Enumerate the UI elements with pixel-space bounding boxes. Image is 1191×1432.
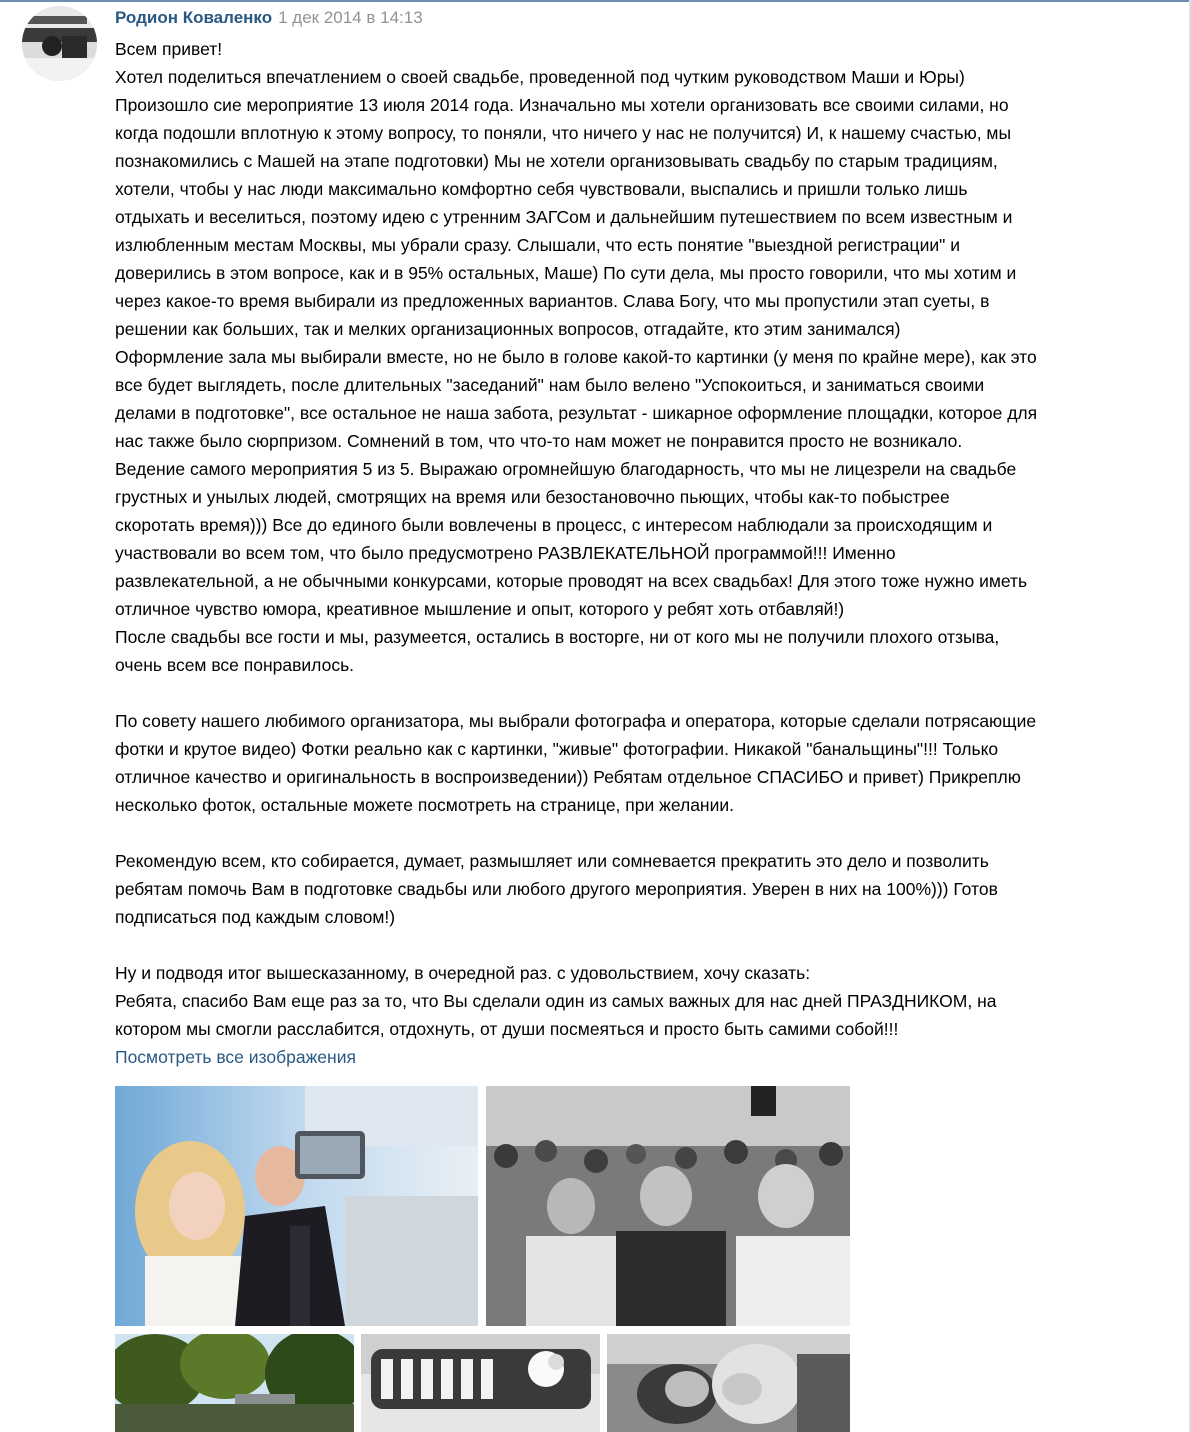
post-text-line: нас также было сюрпризом. Сомнений в том, что что-то нам может не понравится просто не возникало. <box>115 431 963 451</box>
photo-car-bouquet[interactable] <box>361 1334 600 1432</box>
post-text-line: все будет выглядеть, после длительных "заседаний" нам было велено "Успокоиться, и заниматься своими <box>115 375 985 395</box>
post-text-line <box>115 931 1170 959</box>
guests-applauding-image <box>486 1086 850 1326</box>
post-text-line: познакомились с Машей на этапе подготовки) Мы не хотели организовывать свадьбу по старым традициям, <box>115 151 998 171</box>
post-text-line: развлекательной, а не обычными конкурсами, которые проводят на всех свадьбах! Для этого тоже нужно иметь <box>115 571 1028 591</box>
post-text-line: Рекомендую всем, кто собирается, думает, размышляет или сомневается прекратить это дело и позволить <box>115 851 989 871</box>
post-text-line: После свадьбы все гости и мы, разумеется, остались в восторге, ни от кого мы не получили плохого отзыва, <box>115 627 1000 647</box>
post-text-line: Ребята, спасибо Вам еще раз за то, что Вы сделали один из самых важных для нас дней ПРАЗДНИКОМ, на <box>115 991 997 1011</box>
post-text-line: Хотел поделиться впечатлением о своей свадьбе, проведенной под чутким руководством Маши и Юры) <box>115 67 965 87</box>
avatar-photo <box>22 6 97 81</box>
photo-park-trees[interactable] <box>115 1334 354 1432</box>
post-text-line: решении как больших, так и мелких организационных вопросов, отгадайте, кто этим занимался) <box>115 319 901 339</box>
post-text-line: делами в подготовке", все остальное не наша забота, результат - шикарное оформление площадки, которое для <box>115 403 1038 423</box>
post-text-line: через какое-то время выбирали из предложенных вариантов. Слава Богу, что мы пропустили этап суеты, в <box>115 291 990 311</box>
post-text <box>115 35 1170 1043</box>
top-divider <box>0 0 1191 2</box>
photo-guests-applauding[interactable] <box>486 1086 850 1326</box>
show-all-images-link[interactable]: Посмотреть все изображения <box>115 1047 356 1067</box>
post-text-line: Всем привет! <box>115 39 223 59</box>
post-text-line: хотели, чтобы у нас люди максимально комфортно себя чувствовали, выспались и пришли только лишь <box>115 179 968 199</box>
post-text-line: излюбленным местам Москвы, мы убрали сразу. Слышали, что есть понятие "выездной регистрации" и <box>115 235 960 255</box>
photo-couple-selfie[interactable] <box>115 1086 478 1326</box>
post-text-line: отличное чувство юмора, креативное мышление и опыт, которого у ребят хоть отбавляй!) <box>115 599 845 619</box>
car-bouquet-image <box>361 1334 600 1432</box>
post-text-line: котором мы смогли расслабится, отдохнуть, от души посмеяться и просто быть самими собой!!! <box>115 1019 899 1039</box>
post-text-line: когда подошли вплотную к этому вопросу, то поняли, что ничего у нас не получится) И, к нашему счастью, мы <box>115 123 1012 143</box>
photo-couple-kiss[interactable] <box>607 1334 850 1432</box>
post-text-line: отдыхать и веселиться, поэтому идею с утренним ЗАГСом и дальнейшим путешествием по всем известным и <box>115 207 1013 227</box>
park-trees-image <box>115 1334 354 1432</box>
post-text-line <box>115 819 1170 847</box>
post-text-line: Ведение самого мероприятия 5 из 5. Выражаю огромнейшую благодарность, что мы не лицезрели на свадьбе <box>115 459 1017 479</box>
post-text-line: скоротать время))) Все до единого были вовлечены в процесс, с интересом наблюдали за происходящим и <box>115 515 993 535</box>
post-text-line: По совету нашего любимого организатора, мы выбрали фотографа и оператора, которые сделали потрясающие <box>115 711 1037 731</box>
post-text-line: доверились в этом вопросе, как и в 95% остальных, Маше) По сути дела, мы просто говорили, что мы хотим и <box>115 263 1017 283</box>
post-text-line: Ну и подводя итог вышесказанному, в очередной раз. с удовольствием, хочу сказать: <box>115 963 811 983</box>
post-header <box>115 7 423 29</box>
post-text-line: Оформление зала мы выбирали вместе, но не было в голове какой-то картинки (у меня по крайне мере), как это <box>115 347 1037 367</box>
author-name-link[interactable]: Родион Коваленко <box>115 8 273 27</box>
author-avatar[interactable] <box>22 6 97 81</box>
post-text-line: несколько фоток, остальные можете посмотреть на странице, при желании. <box>115 795 735 815</box>
post-text-line: очень всем все понравилось. <box>115 655 355 675</box>
post-text-line: ребятам помочь Вам в подготовке свадьбы или любого другого мероприятия. Уверен в них на 100%))) Готов <box>115 879 998 899</box>
post-date-link[interactable]: 1 дек 2014 в 14:13 <box>278 8 423 27</box>
post-text-line: отличное качество и оригинальность в воспроизведении)) Ребятам отдельное СПАСИБО и привет) Прикреплю <box>115 767 1021 787</box>
couple-kiss-image <box>607 1334 850 1432</box>
post-text-line <box>115 679 1170 707</box>
post-text-line: участвовали во всем том, что было предусмотрено РАЗВЛЕКАТЕЛЬНОЙ программой!!! Именно <box>115 543 896 563</box>
post-text-line: фотки и крутое видео) Фотки реально как с картинки, "живые" фотографии. Никакой "банальщины"!!! Только <box>115 739 999 759</box>
post-text-line: грустных и унылых людей, смотрящих на время или безостановочно пьющих, чтобы как-то побыстрее <box>115 487 950 507</box>
post-text-line: Произошло сие мероприятие 13 июля 2014 года. Изначально мы хотели организовать все своими силами, но <box>115 95 1009 115</box>
post-text-line: подписаться под каждым словом!) <box>115 907 396 927</box>
couple-selfie-image <box>115 1086 478 1326</box>
